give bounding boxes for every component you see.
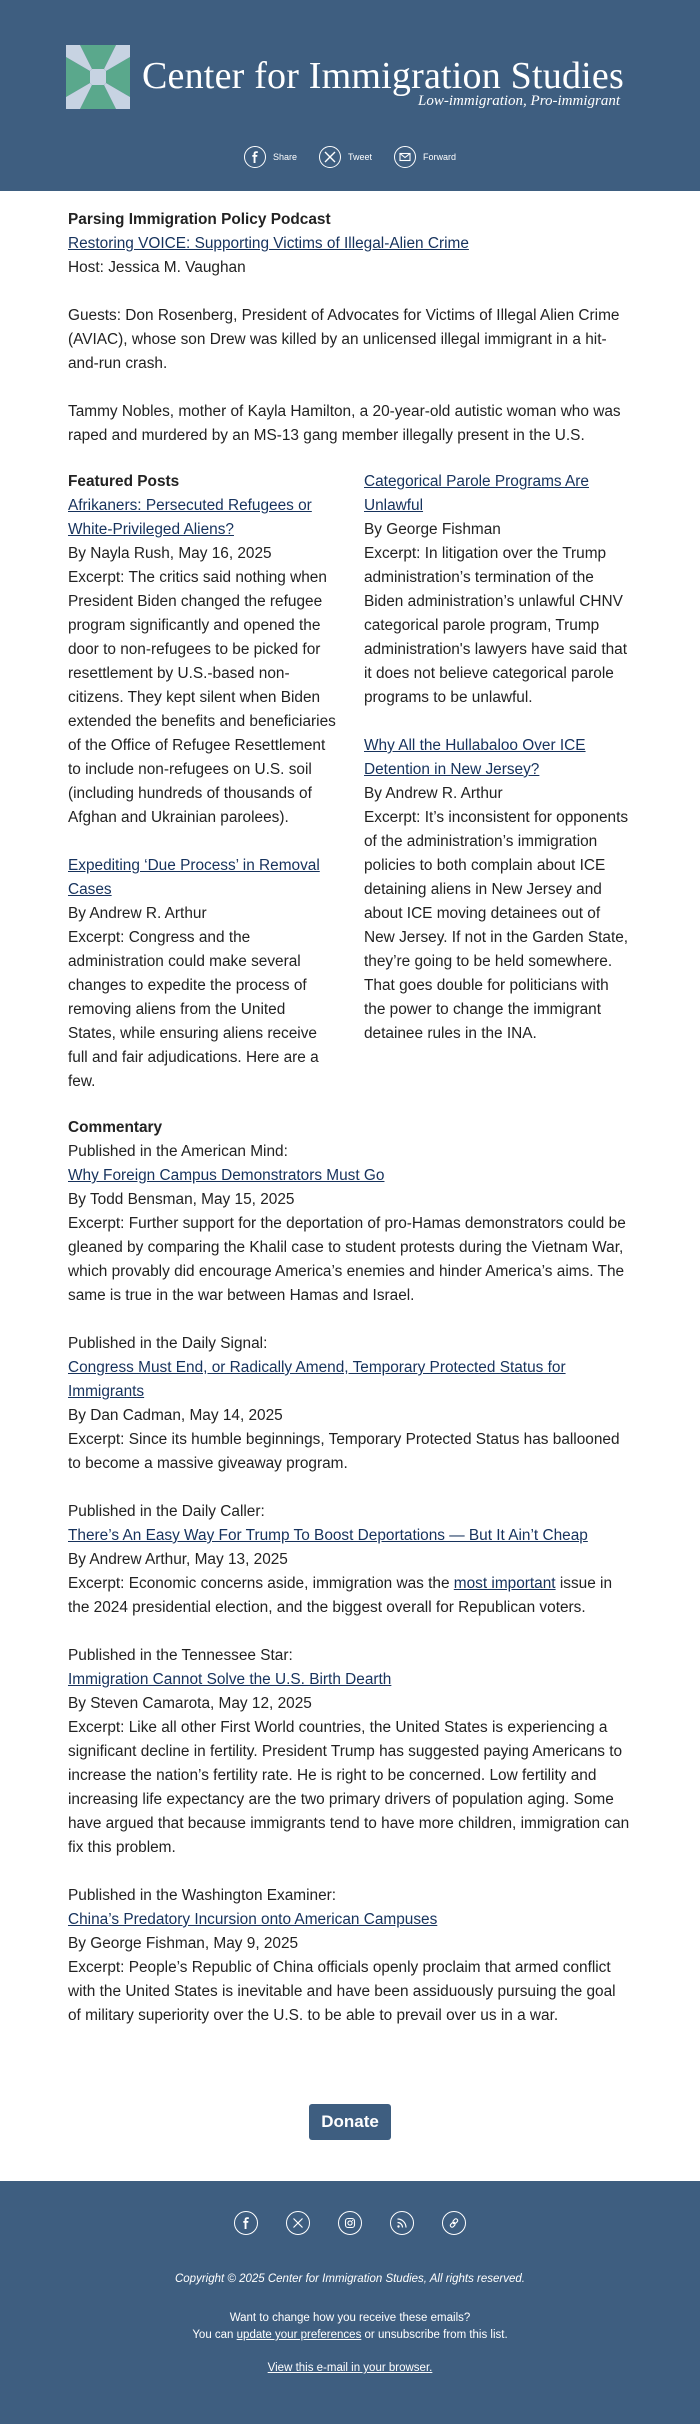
- excerpt-text: issue in the 2024 presidential election, and the biggest overall for Republican voters.: [68, 1575, 613, 1616]
- view-in-browser-link[interactable]: View this e-mail in your browser.: [267, 2362, 433, 2374]
- featured-post-byline: By Andrew R. Arthur: [68, 905, 207, 922]
- footer-social-icons: [0, 2211, 700, 2235]
- featured-post-excerpt: Excerpt: It’s inconsistent for opponents of the administration’s immigration policies to both complain about ICE detaining aliens in New Jersey and about ICE moving detainees out of New Jersey. If not in the Garden State, they’re going to be held somewhere. That goes double for politicians with the power to change the immigrant detainee rules in the INA.: [364, 809, 629, 1042]
- logo-mark-icon: [64, 43, 132, 111]
- email-icon: [394, 146, 416, 168]
- commentary-link[interactable]: Immigration Cannot Solve the U.S. Birth Dearth: [68, 1671, 392, 1688]
- podcast-heading: Parsing Immigration Policy Podcast: [68, 211, 331, 228]
- prefs-post: or unsubscribe from this list.: [361, 2329, 508, 2341]
- commentary-heading: Commentary: [68, 1119, 163, 1136]
- commentary-source: Published in the Daily Signal:: [68, 1335, 268, 1352]
- commentary-excerpt: Excerpt: Further support for the deportation of pro-Hamas demonstrators could be gleaned by comparing the Khalil case to student protests during the Vietnam War, which provably did encourage America’s enemies and hinder America’s aims. The same is true in the war between Hamas and Israel.: [68, 1215, 626, 1304]
- x-icon: [319, 146, 341, 168]
- featured-post-excerpt: Excerpt: Congress and the administration could make several changes to expedite the process of removing aliens from the United States, while ensuring aliens receive full and fair adjudications. Here are a few.: [68, 929, 319, 1090]
- featured-post-link[interactable]: Why All the Hullabaloo Over ICE Detention in New Jersey?: [364, 737, 586, 778]
- logo-title: Center for Immigration Studies: [142, 55, 624, 97]
- featured-post-excerpt: Excerpt: In litigation over the Trump administration’s termination of the Biden administration’s unlawful CHNV categorical parole program, Trump administration's lawyers have said that it does not believe categorical parole programs to be unlawful.: [364, 545, 627, 706]
- most-important-link[interactable]: most important: [453, 1575, 556, 1592]
- commentary-source: Published in the Tennessee Star:: [68, 1647, 293, 1664]
- x-icon[interactable]: [286, 2211, 310, 2235]
- featured-post-link[interactable]: Categorical Parole Programs Are Unlawful: [364, 473, 589, 514]
- donate-section: [0, 2104, 700, 2140]
- logo-tagline: Low-immigration, Pro-immigrant: [418, 93, 620, 109]
- commentary-link[interactable]: There’s An Easy Way For Trump To Boost Deportations — But It Ain’t Cheap: [68, 1527, 588, 1544]
- cis-logo[interactable]: [64, 40, 634, 120]
- excerpt-text: Excerpt: Economic concerns aside, immigration was the: [68, 1575, 454, 1592]
- featured-posts: [68, 470, 632, 1094]
- instagram-icon[interactable]: [338, 2211, 362, 2235]
- commentary-byline: By Andrew Arthur, May 13, 2025: [68, 1551, 288, 1568]
- preferences-text: [0, 2310, 700, 2344]
- tweet-button[interactable]: [319, 144, 372, 170]
- featured-post-byline: By Andrew R. Arthur: [364, 785, 503, 802]
- newsletter-body: [68, 208, 632, 2028]
- facebook-icon: [244, 146, 266, 168]
- podcast-host: Host: Jessica M. Vaughan: [68, 259, 246, 276]
- commentary-excerpt: [68, 1572, 632, 1620]
- view-in-browser: [0, 2362, 700, 2374]
- facebook-icon[interactable]: [234, 2211, 258, 2235]
- commentary-source: Published in the Washington Examiner:: [68, 1887, 337, 1904]
- footer: [0, 2181, 700, 2424]
- donate-button[interactable]: Donate: [309, 2104, 391, 2140]
- commentary-byline: By Todd Bensman, May 15, 2025: [68, 1191, 295, 1208]
- prefs-pre: You can: [192, 2329, 237, 2341]
- commentary-byline: By Dan Cadman, May 14, 2025: [68, 1407, 283, 1424]
- share-bar: [0, 144, 700, 170]
- commentary-source: Published in the American Mind:: [68, 1143, 288, 1160]
- change-prompt: Want to change how you receive these emails?: [229, 2312, 471, 2324]
- copyright-text: Copyright © 2025 Center for Immigration Studies, All rights reserved.: [174, 2273, 525, 2285]
- featured-post-byline: By George Fishman: [364, 521, 501, 538]
- featured-heading: Featured Posts: [68, 473, 180, 490]
- share-button[interactable]: [244, 144, 297, 170]
- podcast-guests-2: Tammy Nobles, mother of Kayla Hamilton, a 20-year-old autistic woman who was raped and murdered by an MS-13 gang member illegally present in the U.S.: [68, 403, 621, 444]
- preferences-line: [0, 2327, 700, 2344]
- forward-button[interactable]: [394, 144, 456, 170]
- update-preferences-link[interactable]: update your preferences: [236, 2329, 362, 2341]
- tweet-label: Tweet: [348, 152, 373, 162]
- commentary-excerpt: Excerpt: People’s Republic of China officials openly proclaim that armed conflict with the United States is inevitable and have been assiduously pursuing the goal of military superiority over the U.S. to be able to prevail over us in a war.: [68, 1959, 616, 2024]
- commentary-excerpt: Excerpt: Like all other First World countries, the United States is experiencing a significant decline in fertility. President Trump has suggested paying Americans to increase the nation’s fertility rate. He is right to be concerned. Low fertility and increasing life expectancy are the two primary drivers of population aging. Some have argued that because immigrants tend to have more children, immigration can fix this problem.: [68, 1719, 630, 1856]
- podcast-title-link[interactable]: Restoring VOICE: Supporting Victims of Illegal-Alien Crime: [68, 235, 469, 252]
- featured-post-byline: By Nayla Rush, May 16, 2025: [68, 545, 272, 562]
- featured-post-link[interactable]: Afrikaners: Persecuted Refugees or White-Privileged Aliens?: [68, 497, 312, 538]
- forward-label: Forward: [423, 152, 457, 162]
- commentary-excerpt: Excerpt: Since its humble beginnings, Temporary Protected Status has ballooned to become a massive giveaway program.: [68, 1431, 620, 1472]
- commentary-byline: By George Fishman, May 9, 2025: [68, 1935, 299, 1952]
- commentary-link[interactable]: China’s Predatory Incursion onto American Campuses: [68, 1911, 438, 1928]
- podcast-guests: Guests: Don Rosenberg, President of Advocates for Victims of Illegal Alien Crime (AVIAC), whose son Drew was killed by an unlicensed illegal immigrant in a hit-and-run crash.: [68, 307, 620, 372]
- link-icon[interactable]: [442, 2211, 466, 2235]
- commentary-source: Published in the Daily Caller:: [68, 1503, 265, 1520]
- share-label: Share: [272, 152, 297, 162]
- commentary-link[interactable]: Why Foreign Campus Demonstrators Must Go: [68, 1167, 385, 1184]
- featured-post-excerpt: Excerpt: The critics said nothing when President Biden changed the refugee program significantly and opened the door to non-refugees to be picked for resettlement by U.S.-based non-citizens. They kept silent when Biden extended the benefits and beneficiaries of the Office of Refugee Resettlement to include non-refugees on U.S. soil (including hundreds of thousands of Afghan and Ukrainian parolees).: [68, 569, 336, 826]
- commentary-byline: By Steven Camarota, May 12, 2025: [68, 1695, 312, 1712]
- rss-icon[interactable]: [390, 2211, 414, 2235]
- featured-column-right: [364, 470, 632, 1094]
- featured-post-link[interactable]: Expediting ‘Due Process’ in Removal Cases: [68, 857, 320, 898]
- featured-column-left: [68, 470, 336, 1094]
- commentary-link[interactable]: Congress Must End, or Radically Amend, Temporary Protected Status for Immigrants: [68, 1359, 566, 1400]
- header-banner: [0, 0, 700, 191]
